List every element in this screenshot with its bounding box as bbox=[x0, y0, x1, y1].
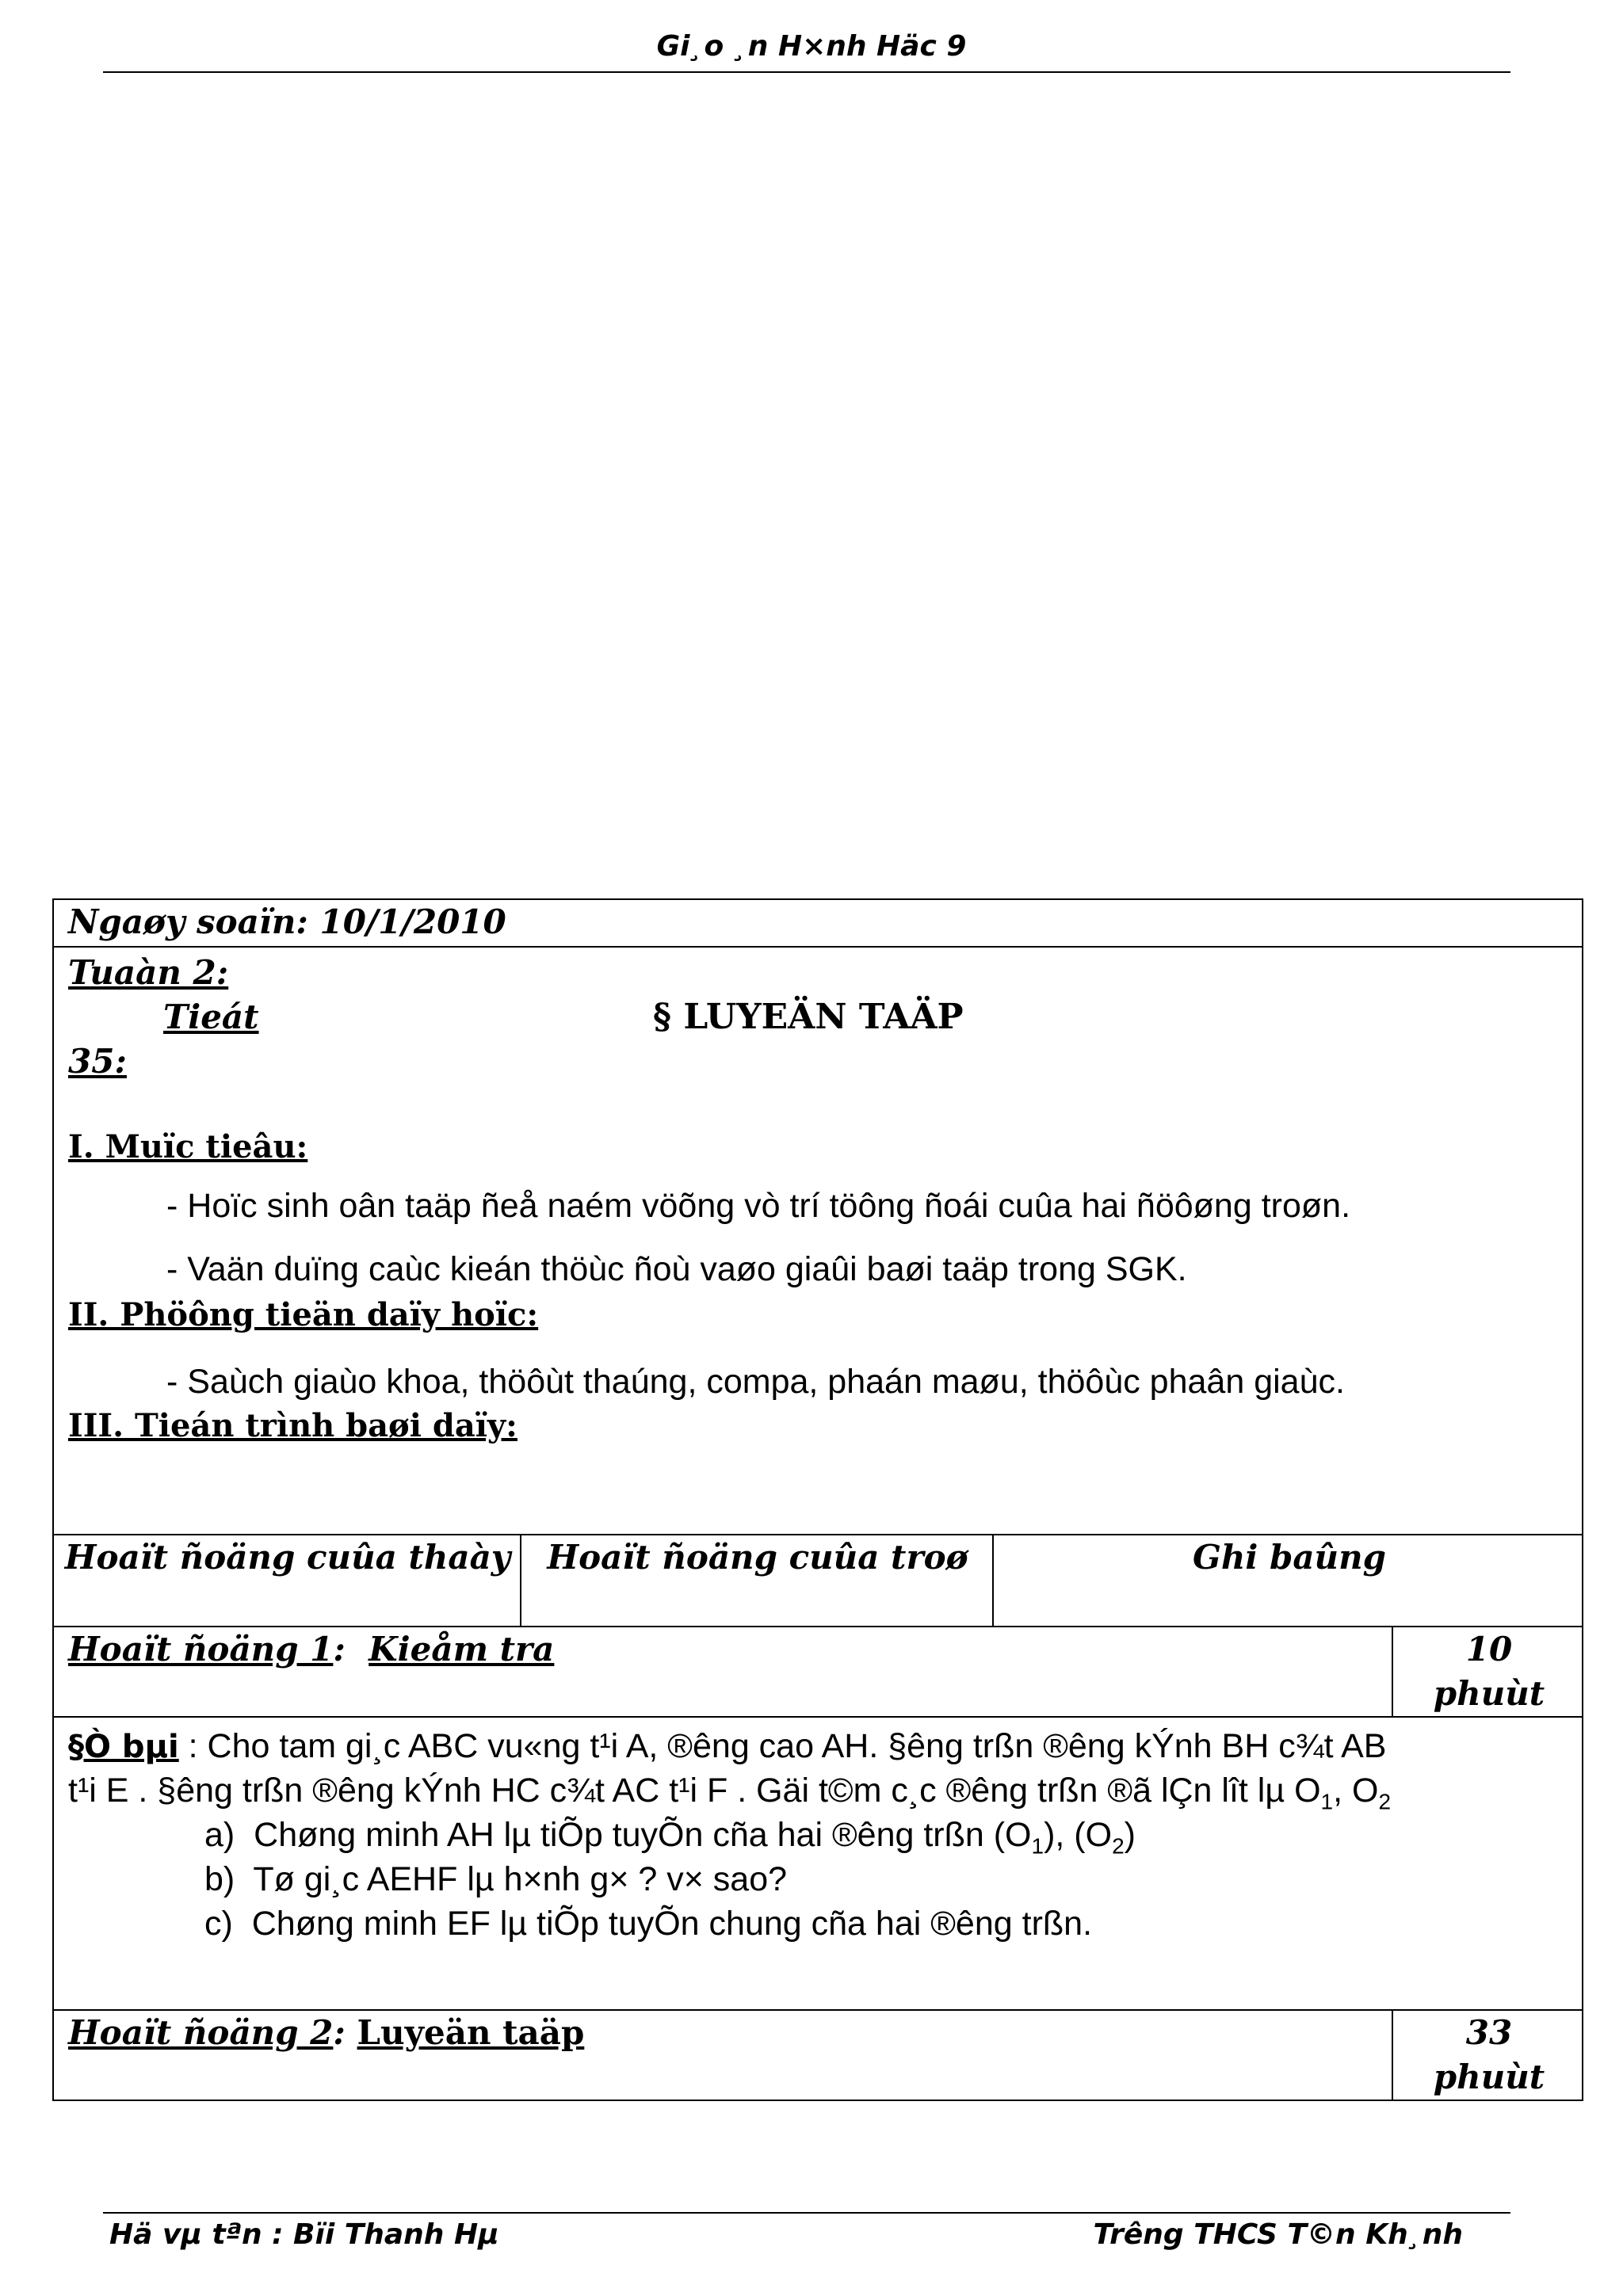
table-header-row bbox=[52, 1534, 1583, 1627]
problem-line-1 bbox=[68, 1724, 1386, 1769]
item-marker: c) bbox=[204, 1905, 233, 1943]
process-heading: III. Tieán trình baøi daïy: bbox=[68, 1407, 517, 1444]
activity2-title: Luyeän taäp bbox=[357, 2013, 585, 2052]
activity2-heading bbox=[68, 2011, 584, 2055]
item-text-mid: ), (O bbox=[1044, 1816, 1113, 1854]
item-marker: a) bbox=[204, 1816, 235, 1854]
col-divider bbox=[520, 1534, 521, 1627]
lesson-period-label: Tieát bbox=[163, 997, 259, 1036]
problem-block bbox=[52, 1716, 1583, 2011]
problem-item-b bbox=[204, 1857, 787, 1901]
activity1-heading bbox=[68, 1627, 554, 1672]
activity1-colon: : bbox=[333, 1630, 346, 1669]
item-text: Chøng minh AH lµ tiÕp tuyÕn cña hai ®êng trßn (O bbox=[254, 1816, 1032, 1854]
col-header-student: Hoaït ñoäng cuûa troø bbox=[547, 1538, 968, 1577]
footer-school: Trêng THCS T©n Kh¸nh bbox=[1093, 2218, 1463, 2251]
time-divider bbox=[1392, 1626, 1393, 1718]
subscript-1: 1 bbox=[1031, 1833, 1044, 1859]
col-divider bbox=[992, 1534, 994, 1627]
col-header-teacher: Hoaït ñoäng cuûa thaày bbox=[64, 1538, 511, 1577]
lesson-date: Ngaøy soaïn: 10/1/2010 bbox=[68, 902, 506, 941]
problem-label: §Ò bµi bbox=[68, 1729, 179, 1765]
activity2-row bbox=[52, 2009, 1583, 2101]
col-header-board: Ghi baûng bbox=[1192, 1538, 1386, 1577]
header-rule bbox=[103, 71, 1510, 73]
footer-rule bbox=[103, 2212, 1510, 2214]
problem-item-c bbox=[204, 1901, 1092, 1946]
time-divider bbox=[1392, 2009, 1393, 2101]
footer-author: Hä vµ tªn : Bïi Thanh Hµ bbox=[109, 2218, 499, 2251]
activity1-row bbox=[52, 1626, 1583, 1718]
activity2-colon: : bbox=[333, 2013, 346, 2052]
item-text-end: ) bbox=[1124, 1816, 1136, 1854]
activity2-time-unit: phuùt bbox=[1433, 2058, 1545, 2096]
subscript-2: 2 bbox=[1112, 1833, 1125, 1859]
activity1-label: Hoaït ñoäng 1 bbox=[68, 1630, 334, 1669]
activity1-time-unit: phuùt bbox=[1433, 1674, 1545, 1713]
activity1-title: Kieåm tra bbox=[369, 1630, 555, 1669]
activity2-time-number: 33 bbox=[1465, 2013, 1513, 2052]
item-marker: b) bbox=[204, 1860, 235, 1898]
objective-item: - Vaän duïng caùc kieán thöùc ñoù vaøo giaûi baøi taäp trong SGK. bbox=[166, 1250, 1187, 1288]
subscript-1: 1 bbox=[1320, 1789, 1334, 1814]
lesson-frame bbox=[52, 898, 1583, 2096]
item-text: Chøng minh EF lµ tiÕp tuyÕn chung cña hai ®êng trßn. bbox=[251, 1905, 1093, 1943]
lesson-week: Tuaàn 2: bbox=[68, 953, 229, 992]
item-text: Tø gi¸c AEHF lµ h×nh g× ? v× sao? bbox=[253, 1860, 788, 1898]
date-row bbox=[52, 898, 1583, 948]
activity2-label: Hoaït ñoäng 2 bbox=[68, 2013, 334, 2052]
activity1-time-number: 10 bbox=[1465, 1630, 1513, 1669]
lesson-info-block bbox=[52, 946, 1583, 1535]
objective-item: - Hoïc sinh oân taäp ñeå naém vöõng vò trí töông ñoái cuûa hai ñöôøng troøn. bbox=[166, 1187, 1351, 1225]
page-header: Gi¸o ¸n H×nh Häc 9 bbox=[656, 30, 967, 63]
problem-text-2-mid: , O bbox=[1333, 1772, 1379, 1810]
means-item: - Saùch giaùo khoa, thöôùt thaúng, compa, phaán maøu, thöôùc phaân giaùc. bbox=[166, 1363, 1345, 1401]
subscript-2: 2 bbox=[1378, 1789, 1392, 1814]
problem-text-1: : Cho tam gi¸c ABC vu«ng t¹i A, ®êng cao AH. §êng trßn ®êng kÝnh BH c¾t AB bbox=[178, 1727, 1387, 1765]
problem-text-2: t¹i E . §êng trßn ®êng kÝnh HC c¾t AC t¹i F . Gäi t©m c¸c ®êng trßn ®ã lÇn lît lµ O bbox=[68, 1772, 1321, 1810]
objectives-heading: I. Muïc tieâu: bbox=[68, 1128, 308, 1165]
means-heading: II. Phöông tieän daïy hoïc: bbox=[68, 1296, 539, 1333]
lesson-period-number: 35: bbox=[68, 1042, 127, 1081]
lesson-title: § LUYEÄN TAÄP bbox=[653, 997, 964, 1037]
